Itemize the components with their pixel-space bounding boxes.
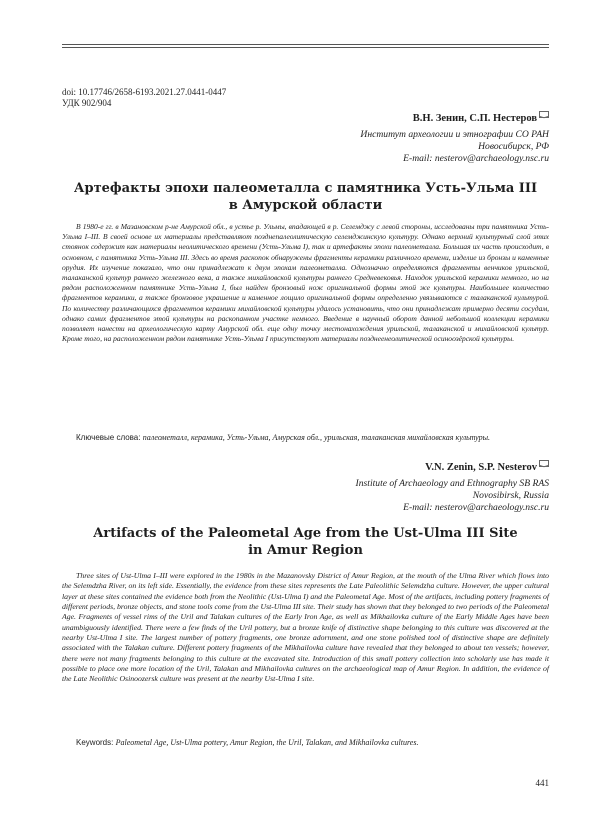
en-city: Novosibirsk, Russia: [472, 489, 549, 501]
en-title: [62, 526, 549, 559]
en-keywords: [62, 738, 549, 749]
ru-city: Новосибирск, РФ: [478, 140, 549, 152]
en-institution: Institute of Archaeology and Ethnography SB RAS: [355, 478, 549, 489]
ru-title-line-2: в Амурской области: [228, 197, 383, 213]
en-affiliation: [356, 478, 549, 513]
ru-authors-text: В.Н. Зенин, С.П. Нестеров: [412, 113, 537, 124]
ru-keywords-list: палеометалл, керамика, Усть-Ульма, Амурская обл., урильская, талаканская михайловская культуры.: [142, 433, 491, 442]
page-number: 441: [535, 778, 549, 788]
ru-keywords: [62, 433, 549, 444]
ru-title-line-1: Артефакты эпохи палеометалла с памятника Усть-Ульма III: [73, 181, 538, 196]
en-abstract: Three sites of Ust-Ulma I–III were explored in the 1980s in the Mazanovsky District of Amur Region, at the mouth of the Ulma River which flows into the Selemdzha River, on its left side. Essentially, the evidence from these sites represents the Late Paleolithic Selemdzha culture. However, the upper cultural layer at these sites contained the evidence both from the Neolithic (Ust-Ulma I) and the Paleometal Age. Most of the artifacts, including pottery fragments of different periods, bronze objects, and stone tools come from the Ust-Ulma III site. Their study has shown that they belonged to two periods of the Paleometal Age. Fragments of vessel rims of the Uril and Talakan cultures of the Early Iron Age, as well as Mikhailovka culture of the Early Middle Ages have been unambiguously identified. There were a few finds of the Uril pottery, but a bronze knife of distinctive shape belonging to this culture was discovered at the nearby Ust-Ulma I site. The largest number of pottery fragments, one bronze adornment, and one stone polished tool of distinctive shape are definitely associated with the Talakan culture. Different pottery fragments of the Mikhailovka culture have revealed that they belonged to about ten vessels; however, there were not many fragments belonging to this culture at the excavated site. Introduction of this small pottery collection into scholarly use has made it possible to place one more location of the Uril, Talakan and Mikhailovka cultures on the archaeological map of Amur Region. In addition, the evidence of the Late Neolithic Osinoozersk culture was present at the nearby Ust-Ulma I site.: [62, 571, 549, 684]
ru-title: [62, 181, 549, 214]
header-rule: [62, 44, 549, 48]
en-title-line-2: in Amur Region: [248, 542, 363, 558]
ru-email[interactable]: E-mail: nesterov@archaeology.nsc.ru: [403, 152, 549, 164]
en-keywords-label: Keywords:: [76, 738, 114, 747]
ru-authors: [413, 113, 549, 124]
en-authors: [425, 462, 549, 473]
ru-keywords-label: Ключевые слова:: [76, 433, 141, 442]
envelope-icon: [539, 111, 549, 118]
en-keywords-list: Paleometal Age, Ust-Ulma pottery, Amur Region, the Uril, Talakan, and Mikhailovka cultures.: [115, 738, 419, 747]
ru-affiliation: [360, 129, 549, 164]
ru-institution: Институт археологии и этнографии СО РАН: [360, 129, 549, 140]
en-email[interactable]: E-mail: nesterov@archaeology.nsc.ru: [403, 501, 549, 513]
ru-abstract: В 1980-е гг. в Мазановском р-не Амурской обл., в устье р. Ульмы, впадающей в р. Селемджу с левой стороны, исследованы три памятника Усть-Ульма I–III. В своей основе их материалы представляют позднепалеолитическую селемджинскую культуру. Однако верхний культурный слой этих стоянок содержит как материалы неолитического времени (Усть-Ульма I), так и артефакты эпохи палеометалла. Большая их часть происходит, в основном, с памятника Усть-Ульма III. Здесь во время раскопок обнаружены фрагменты керамики различного времени, изделие из бронзы и каменные орудия. Их изучение показало, что они принадлежат к двум эпохам палеометалла. Однозначно определяются фрагменты венчиков урильской, талаканской культур раннего железного века, а также михайловской культуры раннего Средневековья. Находок урильской керамики немного, но на рядом расположенном памятнике Усть-Ульма I, был найден бронзовый нож оригинальной формы этой же культуры. Наибольшее количество фрагментов керамики, а также бронзовое украшение и каменное лощило оригинальной формы определенно увязываются с талаканской культурой. По количеству различающихся фрагментов керамики михайловской культуры удалось установить, что они принадлежат примерно десяти сосудам, однако самих фрагментов этой культуры на раскопанном участке немного. Введение в научный оборот данной небольшой коллекции керамики позволяет нанести на археологическую карту Амурской обл. еще одну точку местонахождения урильской, талаканской и михайловской культур. Кроме того, на расположенном рядом памятнике Усть-Ульма I присутствуют материалы позднеенеолитической осиноозёрской культуры.: [62, 222, 549, 344]
en-title-line-1: Artifacts of the Paleometal Age from the Ust-Ulma III Site: [93, 526, 518, 541]
udk: УДК 902/904: [62, 98, 112, 108]
en-authors-text: V.N. Zenin, S.P. Nesterov: [425, 462, 537, 473]
envelope-icon: [539, 460, 549, 467]
doi[interactable]: doi: 10.17746/2658-6193.2021.27.0441-0447: [62, 87, 227, 97]
